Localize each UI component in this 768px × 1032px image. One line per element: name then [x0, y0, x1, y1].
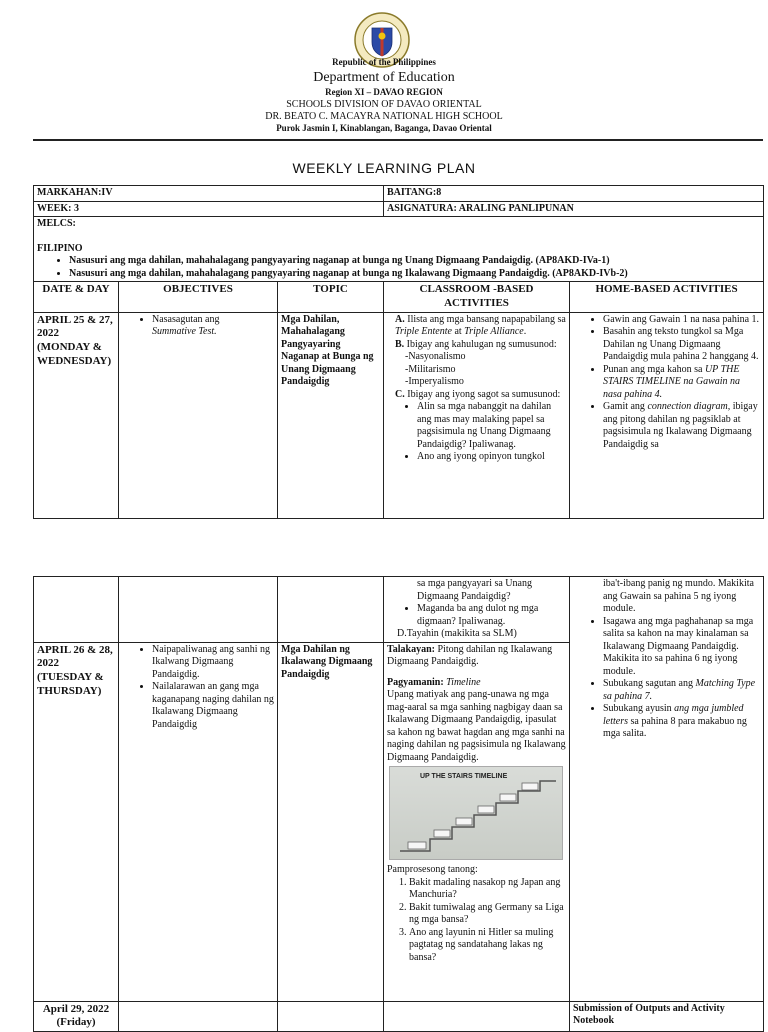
classroom-item-c: [387, 389, 566, 464]
row1-objectives: [119, 312, 278, 518]
question-item: 2. Bakit tumiwalag ang Germany sa Liga ng mga bansa?: [409, 902, 566, 927]
term-item: -Nasyonalismo: [405, 351, 466, 362]
school-line: DR. BEATO C. MACAYRA NATIONAL HIGH SCHOOL: [265, 111, 503, 122]
item-text: Subukang sagutan ang: [603, 678, 693, 689]
stairs-drawing: [390, 767, 562, 859]
objective-emphasis: Summative Test.: [152, 326, 217, 337]
col-header-home: HOME-BASED ACTIVITIES: [570, 282, 764, 313]
stairs-timeline-image: [389, 766, 563, 860]
pagyamanin-text: Upang matiyak ang pang-unawa ng mga mag-aaral sa mga sanhing nagbigay daan sa Ikalawang Digmaang Pandaigdig, ipasulat sa kahon ng bawat hagdan ang mga sanhi na naging dahilan ng pagsisimula ng Ikalawang Digmaang Pandaigdig.: [387, 689, 566, 763]
cont-text: sa mga pangyayari sa Unang Digmaang Pandaigdig?: [417, 578, 532, 602]
col-header-classroom: CLASSROOM -BASED ACTIVITIES: [384, 282, 570, 313]
week-cell: WEEK: 3: [34, 201, 384, 217]
item-text: Ibigay ang iyong sagot sa sumusunod:: [407, 388, 561, 400]
filipino-label: FILIPINO: [37, 242, 83, 254]
item-text: sa pahina 8 para makabuo ng mga salita.: [603, 715, 747, 739]
col-header-topic: TOPIC: [278, 282, 384, 313]
republic-line: Republic of the Philippines: [332, 57, 436, 67]
item-emphasis: UP THE STAIRS TIMELINE na Gawain na nasa pahina 4.: [603, 363, 741, 400]
plan-table-page2: [33, 576, 764, 1032]
item-emphasis: Matching Type sa pahina 7.: [603, 678, 756, 702]
cont-date: [34, 577, 119, 643]
classroom-item-b: [387, 339, 566, 389]
cont-objectives: [119, 577, 278, 643]
pamprosesong-label: Pamprosesong tanong:: [387, 864, 478, 875]
term-item: -Imperyalismo: [405, 376, 464, 387]
department-line: Department of Education: [313, 70, 455, 85]
melc-item: • Nasusuri ang mga dahilan, mahahalagang pangyayaring naganap at bunga ng Unang Digmaang Pandaigdig. (AP8AKD-IVa-1): [69, 255, 760, 268]
item-label: A.: [395, 313, 405, 325]
melcs-cell: [34, 217, 764, 282]
question-item: 1. Bakit madaling nasakop ng Japan ang Manchuria?: [409, 877, 566, 902]
page-title: WEEKLY LEARNING PLAN: [292, 160, 476, 176]
item-text: Punan ang mga kahon sa: [603, 363, 703, 375]
talakayan: [387, 644, 566, 669]
row2-topic: Mga Dahilan ng Ikalawang Digmaang Pandaigdig: [278, 642, 384, 1001]
question-item: • Alin sa mga nabanggit na dahilan ang mas may malaking papel sa pagsisimula ng Unang Digmaang Pandaigdig? Ipaliwanag.: [417, 401, 566, 451]
home-item: • Gawin ang Gawain 1 na nasa pahina 1.: [603, 314, 760, 327]
row3-date: April 29, 2022 (Friday): [34, 1001, 119, 1032]
home-item: [603, 401, 760, 451]
tayahin-text: D.Tayahin (makikita sa SLM): [397, 628, 517, 639]
pagyamanin: [387, 677, 566, 690]
item-text: .: [523, 326, 527, 337]
cont-text: iba't-ibang panig ng mundo. Makikita ang Gawain sa pahina 5 ng iyong module.: [603, 578, 754, 614]
markahan-cell: MARKAHAN:IV: [34, 186, 384, 202]
item-label: C.: [395, 388, 405, 400]
row3-objectives: [119, 1001, 278, 1032]
cont-classroom: [384, 577, 570, 643]
objective-item: • Naipapaliwanag ang sanhi ng Ikalwang Digmaang Pandaigdig.: [152, 644, 274, 682]
header-divider: [33, 139, 763, 141]
row1-date: APRIL 25 & 27, 2022 (MONDAY & WEDNESDAY): [34, 312, 119, 518]
home-item: • Isagawa ang mga paghahanap sa mga salita sa kahon na may kinalaman sa Ikalawang Digmaang Pandaigdig. Makikita ito sa pahina 6 ng iyong module.: [603, 616, 760, 679]
question-item: • Maganda ba ang dulot ng mga digmaan? Ipaliwanag.: [417, 603, 566, 628]
col-header-date: DATE & DAY: [34, 282, 119, 313]
item-text: Gamit ang: [603, 401, 645, 412]
item-emphasis: connection diagram,: [647, 401, 731, 412]
row2-objectives: [119, 642, 278, 1001]
question-item: • Ano ang iyong opinyon tungkol: [417, 451, 566, 464]
objective-item: • Nailalarawan an gang mga kaganapang naging dahilan ng Ikalawang Digmaang Pandaigdig: [152, 681, 274, 731]
home-item: [603, 364, 760, 402]
item-text: ibigay ang pitong dahilan ng pagsiklab at pagsisimula ng Ikalawang Digmaang Pandaigdig sa: [603, 401, 758, 450]
cont-home: [570, 577, 764, 1002]
image-caption: UP THE STAIRS TIMELINE: [420, 773, 508, 780]
home-item: [603, 678, 760, 703]
row1-classroom: [384, 312, 570, 518]
row3-home: Submission of Outputs and Activity Notebook: [570, 1001, 764, 1032]
melc-item: • Nasusuri ang mga dahilan, mahahalagang pangyayaring naganap at bunga ng Ikalawang Digmaang Pandaigdig. (AP8AKD-IVb-2): [69, 268, 760, 281]
melcs-label: MELCS:: [37, 218, 76, 229]
row3-classroom: [384, 1001, 570, 1032]
objective-item: [152, 314, 274, 339]
item-emphasis: Triple Entente: [395, 326, 452, 337]
plan-table-page1: [33, 185, 764, 519]
region-line: Region XI – DAVAO REGION: [325, 87, 443, 97]
talakayan-label: Talakayan:: [387, 643, 435, 655]
item-text: Ibigay ang kahulugan ng sumusunod:: [406, 338, 557, 350]
talakayan-text: Pitong dahilan ng Ikalawang Digmaang Pandaigdig.: [387, 643, 553, 667]
item-emphasis: Triple Alliance: [464, 326, 524, 337]
item-text: at: [454, 326, 462, 337]
objective-text: Nasasagutan ang: [152, 313, 220, 325]
home-item: [603, 703, 760, 741]
division-line: SCHOOLS DIVISION OF DAVAO ORIENTAL: [286, 99, 482, 110]
item-text: Ilista ang mga bansang napapabilang sa: [407, 313, 566, 325]
baitang-cell: BAITANG:8: [384, 186, 764, 202]
row2-date: APRIL 26 & 28, 2022 (TUESDAY & THURSDAY): [34, 642, 119, 1001]
asignatura-cell: ASIGNATURA: ARALING PANLIPUNAN: [384, 201, 764, 217]
row1-topic: Mga Dahilan, Mahahalagang Pangyayaring Naganap at Bunga ng Unang Digmaang Pandaigdig: [278, 312, 384, 518]
col-header-objectives: OBJECTIVES: [119, 282, 278, 313]
question-item: 3. Ano ang layunin ni Hitler sa muling pagtatag ng sandatahang lakas ng bansa?: [409, 927, 566, 965]
address-line: Purok Jasmin I, Kinablangan, Baganga, Davao Oriental: [276, 123, 492, 133]
row2-classroom: [384, 642, 570, 1001]
pagyamanin-topic: Timeline: [446, 676, 481, 688]
home-item: • Basahin ang teksto tungkol sa Mga Dahilan ng Unang Digmaang Pandaigdig mula pahina 2 hanggang 4.: [603, 326, 760, 364]
pagyamanin-label: Pagyamanin:: [387, 676, 444, 688]
item-label: B.: [395, 338, 405, 350]
classroom-item-a: [387, 314, 566, 339]
row1-home: [570, 312, 764, 518]
cont-topic: [278, 577, 384, 643]
item-emphasis: ang mga jumbled letters: [603, 703, 744, 727]
item-text: Subukang ayusin: [603, 703, 672, 714]
row3-topic: [278, 1001, 384, 1032]
term-item: -Militarismo: [405, 363, 456, 375]
